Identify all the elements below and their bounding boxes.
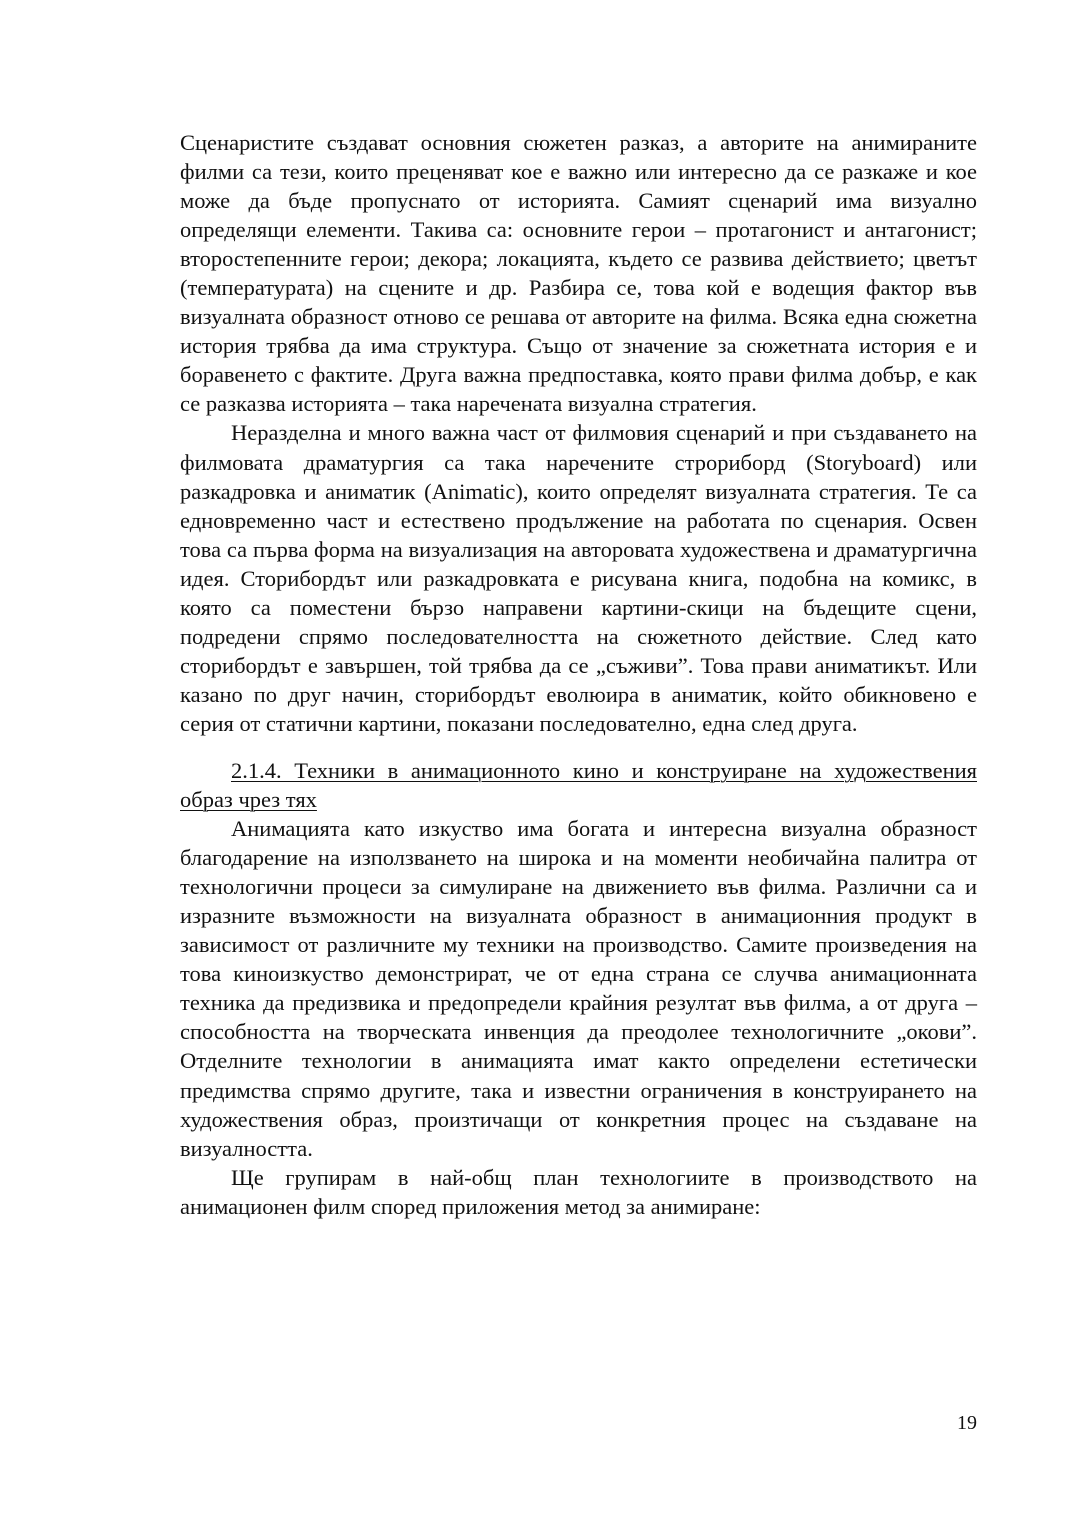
section-heading: 2.1.4. Техники в анимационното кино и конструиране на художествения образ чрез тях bbox=[180, 757, 977, 813]
paragraph-storyboard: Неразделна и много важна част от филмовия сценарий и при създаването на филмовата драматургия са така наречените строриборд (Storyboard) или разкадровка и аниматик (Animatic), които определят визуалната стратегия. Те са едновременно част и естествено продължение на работата по сценария. Освен това са първа форма на визуализация на авторовата художествена и драматургична идея. Сторибордът или разкадровката е рисувана книга, подобна на комикс, в която са поместени бързо направени картини-скици на бъдещите сцени, подредени спрямо последователността на сюжетното действие. След като сторибордът е завършен, той трябва да се „съживи”. Това прави аниматикът. Или казано по друг начин, сторибордът еволюира в аниматик, който обикновено е серия от статични картини, показани последователно, една след друга. bbox=[180, 420, 977, 736]
paragraph-grouping: Ще групирам в най-общ план технологиите в производството на анимационен филм според приложения метод за анимиране: bbox=[180, 1164, 977, 1219]
page-number: 19 bbox=[957, 1412, 977, 1434]
paragraph-screenwriting: Сценаристите създават основния сюжетен разказ, а авторите на анимираните филми са тези, които преценяват кое е важно или интересно да се разкаже и кое може да бъде пропуснато от историята. Самият сценарий има визуално определящи елементи. Такива са: основните герои – протагонист и антагонист; второстепенните герои; декора; локацията, където се развива действието; цветът (температурата) на сцените и др. Разбира се, това кой е водещия фактор във визуалната образност отново се решава от авторите на филма. Всяка една сюжетна история трябва да има структура. Също от значение за сюжетната история е и боравенето с фактите. Друга важна предпоставка, която прави филма добър, е как се разказва историята – така наречената визуална стратегия. bbox=[180, 130, 977, 417]
paragraph-animation-techniques: Анимацията като изкуство има богата и интересна визуална образност благодарение на използването на широка и на моменти необичайна палитра от технологични процеси за симулиране на движението във филма. Различни са и изразните възможности на визуалната образност в анимационния продукт в зависимост от различните му техники на производство. Самите произведения на това киноизкуство демонстрират, че от една страна се случва анимационната техника да предизвика и предопредели крайния резултат във филма, а от друга – способността на творческата инвенция да преодолее технологичните „окови”. Отделните технологии в анимацията имат както определени естетически предимства спрямо другите, така и известни ограничения в конструирането на художествения образ, произтичащи от конкретния процес на създаване на визуалността. bbox=[180, 816, 977, 1161]
document-body bbox=[180, 128, 977, 1221]
